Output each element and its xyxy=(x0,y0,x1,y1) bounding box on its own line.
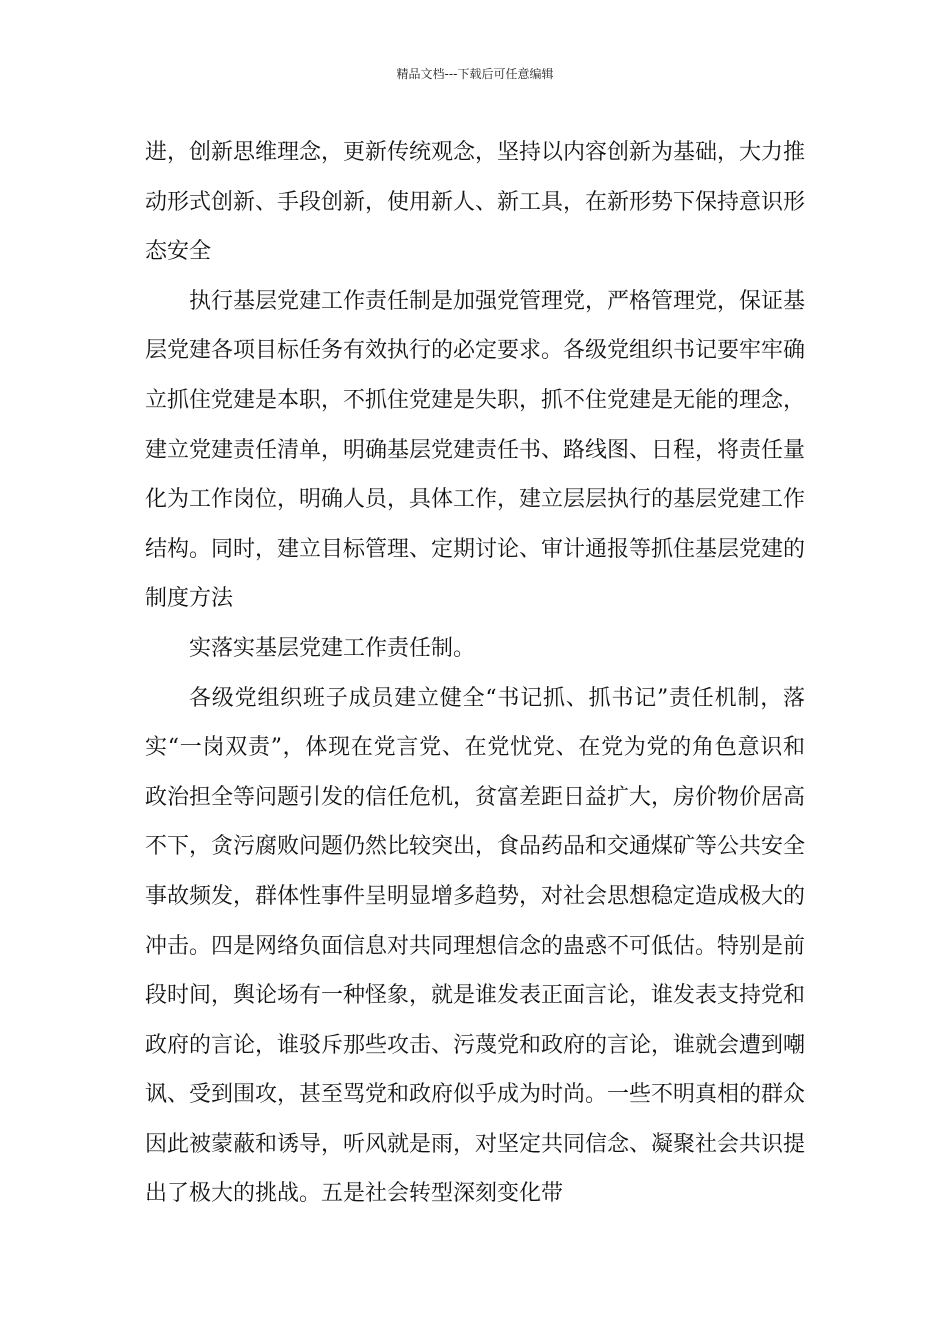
paragraph: 执行基层党建工作责任制是加强党管理党，严格管理党，保证基层党建各项目标任务有效执行的必定要求。各级党组织书记要牢牢确立抓住党建是本职，不抓住党建是失职，抓不住党建是无能的理念，建立党建责任清单，明确基层党建责任书、路线图、日程，将责任量化为工作岗位，明确人员，具体工作，建立层层执行的基层党建工作结构。同时，建立目标管理、定期讨论、审计通报等抓住基层党建的制度方法 xyxy=(145,288,806,612)
document-body xyxy=(145,128,805,1219)
paragraph: 各级党组织班子成员建立健全“书记抓、抓书记”责任机制，落实“一岗双责”，体现在党言党、在党忧党、在党为党的角色意识和政治担全等问题引发的信任危机，贫富差距日益扩大，房价物价居高不下，贪污腐败问题仍然比较突出，食品药品和交通煤矿等公共安全事故频发，群体性事件呈明显增多趋势，对社会思想稳定造成极大的冲击。四是网络负面信息对共同理想信念的蛊惑不可低估。特别是前段时间，舆论场有一种怪象，就是谁发表正面言论，谁发表支持党和政府的言论，谁驳斥那些攻击、污蔑党和政府的言论，谁就会遭到嘲讽、受到围攻，甚至骂党和政府似乎成为时尚。一些不明真相的群众因此被蒙蔽和诱导，听风就是雨，对坚定共同信念、凝聚社会共识提出了极大的挑战。五是社会转型深刻变化带 xyxy=(145,685,806,1207)
paragraph: 实落实基层党建工作责任制。 xyxy=(189,635,476,661)
paragraph: 进，创新思维理念，更新传统观念，坚持以内容创新为基础，大力推动形式创新、手段创新，使用新人、新工具，在新形势下保持意识形态安全 xyxy=(145,140,806,265)
page-header: 精品文档---下载后可任意编辑 xyxy=(396,67,554,81)
